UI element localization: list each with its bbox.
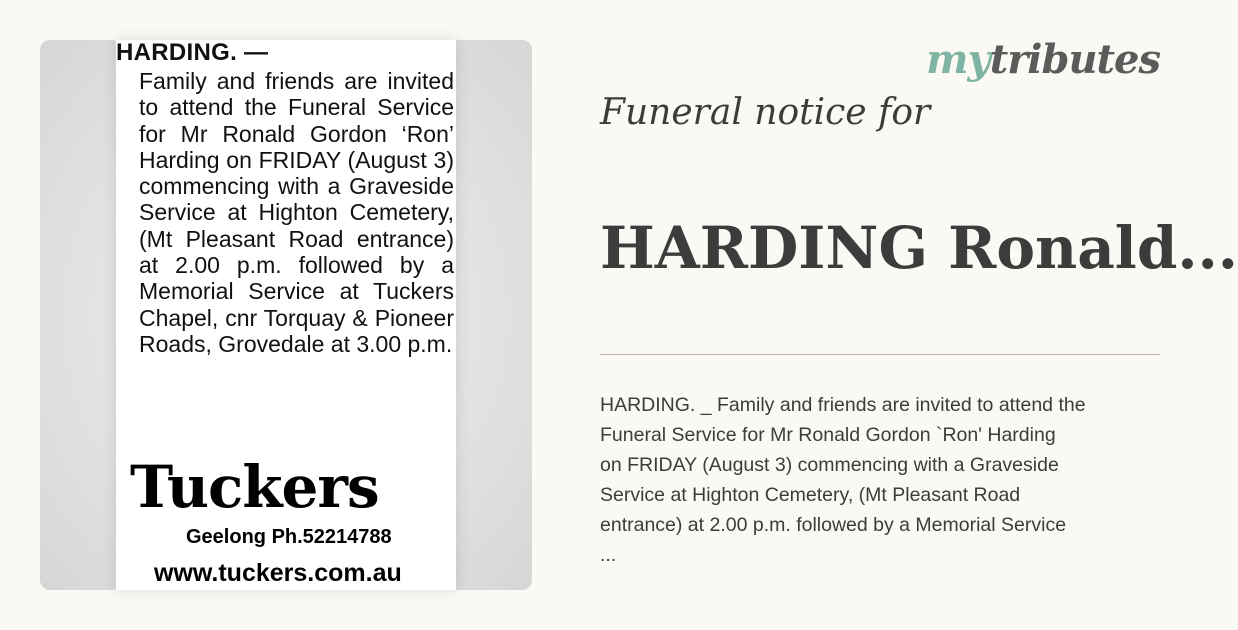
mytributes-logo[interactable]	[926, 38, 1160, 82]
brand-tributes: tributes	[989, 36, 1160, 83]
excerpt-line: entrance) at 2.00 p.m. followed by a Memorial Service	[600, 514, 1067, 536]
excerpt-line: Service at Highton Cemetery, (Mt Pleasant Road	[600, 484, 1021, 506]
tuckers-website: www.tuckers.com.au	[154, 559, 402, 587]
newspaper-clipping	[116, 40, 456, 590]
notice-excerpt	[600, 390, 1160, 570]
excerpt-line: HARDING. _ Family and friends are invited to attend the	[600, 394, 1086, 416]
notice-image	[40, 40, 532, 590]
brand-my: my	[926, 36, 990, 83]
page-subtitle: Funeral notice for	[600, 92, 931, 133]
excerpt-ellipsis: ...	[600, 544, 617, 566]
excerpt-line: on FRIDAY (August 3) commencing with a Graveside	[600, 454, 1059, 476]
page-title: HARDING Ronald...	[600, 214, 1238, 282]
tuckers-logo: Tuckers	[130, 453, 379, 521]
notice-heading: HARDING. —	[116, 39, 269, 66]
divider	[600, 354, 1160, 355]
excerpt-line: Funeral Service for Mr Ronald Gordon `Ron' Harding	[600, 424, 1056, 446]
tuckers-phone: Geelong Ph.52214788	[186, 526, 392, 548]
notice-body: Family and friends are invited to attend the Funeral Service for Mr Ronald Gordon ‘Ron’ Harding on FRIDAY (August 3) commencing with a Graveside Service at Highton Cemetery, (Mt Pleasant Road entrance) at 2.00 p.m. followed by a Memorial Service at Tuckers Chapel, cnr Torquay & Pioneer Roads, Grovedale at 3.00 p.m.	[139, 68, 454, 357]
